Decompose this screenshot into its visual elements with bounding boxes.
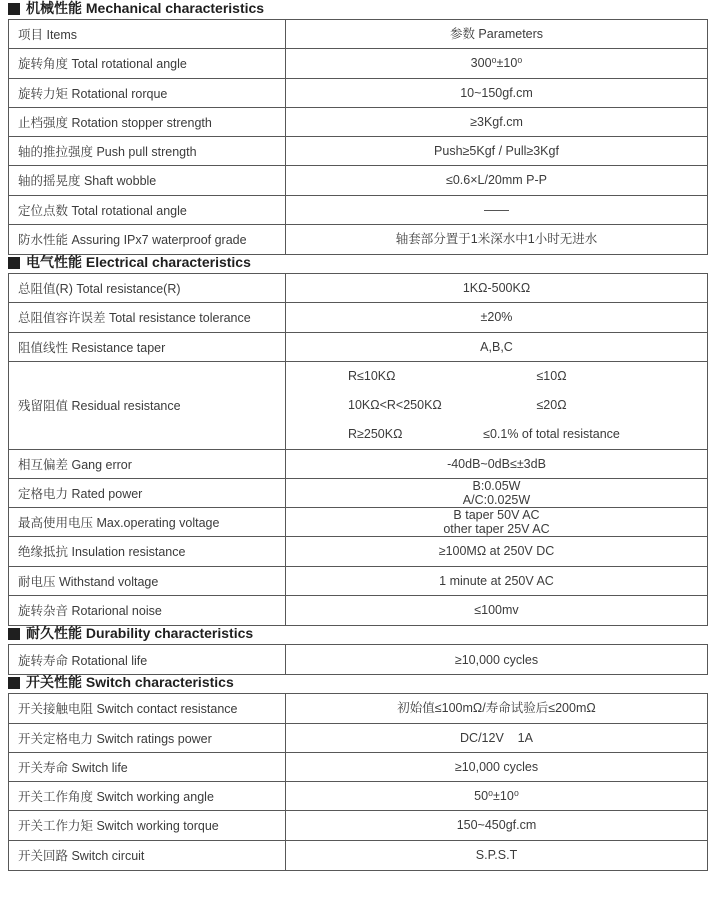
table-row	[9, 508, 707, 537]
param-value-cell	[286, 567, 707, 595]
section-title: 开关性能 Switch characteristics	[26, 674, 234, 691]
table-row	[9, 450, 707, 479]
param-value-cell	[286, 49, 707, 77]
section-bullet-icon	[8, 3, 20, 15]
item-label-cell: 最高使用电压 Max.operating voltage	[9, 508, 286, 536]
section-durability	[8, 626, 708, 675]
section-title: 机械性能 Mechanical characteristics	[26, 0, 265, 16]
item-label-cell: 开关工作角度 Switch working angle	[9, 782, 286, 810]
param-value-cell	[286, 596, 707, 625]
param-value-cell	[286, 753, 707, 781]
item-label-cell: 止档强度 Rotation stopper strength	[9, 108, 286, 136]
param-value-text: 1KΩ-500KΩ	[462, 281, 531, 296]
item-label-cell: 轴的摇晃度 Shaft wobble	[9, 166, 286, 194]
param-value-cell	[286, 724, 707, 752]
item-label-cell: 总阻值(R) Total resistance(R)	[9, 274, 286, 302]
section-mechanical	[8, 1, 708, 255]
table-row	[9, 166, 707, 195]
item-label-cell: 开关定格电力 Switch ratings power	[9, 724, 286, 752]
param-value-text: 参数 Parameters	[449, 27, 544, 42]
param-value-cell	[286, 450, 707, 478]
param-value-cell	[286, 362, 707, 449]
spec-table-electrical	[8, 273, 708, 626]
table-row	[9, 303, 707, 332]
item-label-cell: 定位点数 Total rotational angle	[9, 196, 286, 224]
item-label-cell: 旋转角度 Total rotational angle	[9, 49, 286, 77]
param-value-text: S.P.S.T	[475, 848, 518, 863]
param-value-line: B taper 50V AC	[453, 508, 540, 523]
table-row	[9, 841, 707, 870]
param-value-cell	[286, 108, 707, 136]
param-value-cell	[286, 508, 707, 536]
item-label-cell: 定格电力 Rated power	[9, 479, 286, 507]
param-value-text: ≥3Kgf.cm	[470, 114, 523, 129]
item-label-cell: 旋转寿命 Rotational life	[9, 645, 286, 674]
section-bullet-icon	[8, 628, 20, 640]
item-label-cell: 开关工作力矩 Switch working torque	[9, 811, 286, 839]
table-row	[9, 20, 707, 49]
table-row	[9, 49, 707, 78]
resistance-range-condition: R≥250KΩ	[348, 427, 403, 442]
param-value-line: B:0.05W	[472, 478, 521, 493]
section-bullet-icon	[8, 257, 20, 269]
table-row	[9, 596, 707, 625]
param-value-text: DC/12V 1A	[460, 730, 533, 745]
table-row	[9, 362, 707, 450]
param-value-cell	[286, 333, 707, 361]
table-row	[9, 811, 707, 840]
item-label-cell: 防水性能 Assuring IPx7 waterproof grade	[9, 225, 286, 254]
resistance-limit-value: ≤20Ω	[536, 398, 567, 413]
param-value-cell	[286, 811, 707, 839]
param-value-cell	[286, 645, 707, 674]
param-value-text: 150~450gf.cm	[456, 818, 537, 833]
param-value-text: ≥100MΩ at 250V DC	[438, 544, 555, 559]
param-value-cell	[286, 782, 707, 810]
residual-resistance-subrows	[286, 362, 707, 449]
table-row	[9, 537, 707, 566]
item-label-cell: 旋转力矩 Rotational rorque	[9, 79, 286, 107]
table-row	[9, 196, 707, 225]
param-value-line: other taper 25V AC	[443, 522, 550, 537]
param-value-text: Push≥5Kgf / Pull≥3Kgf	[434, 144, 559, 159]
residual-subrow	[286, 391, 707, 420]
resistance-limit-value: ≤10Ω	[536, 369, 567, 384]
param-value-cell	[286, 137, 707, 165]
section-title: 耐久性能 Durability characteristics	[26, 625, 254, 641]
param-value-cell	[286, 225, 707, 254]
spec-table-mechanical	[8, 19, 708, 255]
table-row	[9, 479, 707, 508]
param-value-cell	[286, 196, 707, 224]
spec-table-durability	[8, 644, 708, 675]
item-label-cell: 开关寿命 Switch life	[9, 753, 286, 781]
param-value-cell	[286, 274, 707, 302]
resistance-range-condition: R≤10KΩ	[348, 369, 396, 384]
param-value-text: ±20%	[480, 310, 513, 325]
param-value-text: ——	[484, 202, 509, 217]
residual-subrow	[286, 420, 707, 449]
resistance-range-condition: 10KΩ<R<250KΩ	[348, 398, 442, 413]
param-value-cell	[286, 303, 707, 331]
table-row	[9, 137, 707, 166]
table-row	[9, 274, 707, 303]
param-value-text: -40dB~0dB≤±3dB	[447, 456, 546, 471]
item-label-cell: 残留阻值 Residual resistance	[9, 362, 286, 449]
param-value-text: ≤100mv	[474, 603, 519, 618]
param-value-text: 10~150gf.cm	[460, 85, 533, 100]
section-header	[8, 626, 708, 641]
table-row	[9, 724, 707, 753]
param-value-cell	[286, 166, 707, 194]
table-row	[9, 79, 707, 108]
param-value-text: 50⁰±10⁰	[474, 789, 519, 804]
param-value-text: ≤0.6×L/20mm P-P	[445, 173, 547, 188]
param-value-text: 初始值≤100mΩ/寿命试验后≤200mΩ	[397, 701, 596, 716]
item-label-cell: 轴的推拉强度 Push pull strength	[9, 137, 286, 165]
table-row	[9, 225, 707, 254]
item-label-cell: 耐电压 Withstand voltage	[9, 567, 286, 595]
item-label-cell: 绝缘抵抗 Insulation resistance	[9, 537, 286, 565]
table-row	[9, 333, 707, 362]
section-header	[8, 1, 708, 16]
resistance-limit-value: ≤0.1% of total resistance	[483, 427, 620, 442]
param-value-cell	[286, 537, 707, 565]
item-label-cell: 开关回路 Switch circuit	[9, 841, 286, 870]
param-value-cell	[286, 841, 707, 870]
param-value-line: A/C:0.025W	[462, 492, 531, 507]
section-header	[8, 255, 708, 270]
item-label-cell: 阻值线性 Resistance taper	[9, 333, 286, 361]
param-value-cell	[286, 479, 707, 507]
param-value-text: 300⁰±10⁰	[470, 56, 523, 71]
table-row	[9, 567, 707, 596]
section-title: 电气性能 Electrical characteristics	[26, 254, 251, 270]
item-label-cell: 旋转杂音 Rotarional noise	[9, 596, 286, 625]
table-row	[9, 694, 707, 723]
item-label-cell: 开关接触电阻 Switch contact resistance	[9, 694, 286, 722]
section-bullet-icon	[8, 677, 20, 689]
param-value-text: ≥10,000 cycles	[454, 759, 539, 774]
table-row	[9, 753, 707, 782]
table-row	[9, 108, 707, 137]
param-value-text: A,B,C	[480, 339, 513, 354]
item-label-cell: 相互偏差 Gang error	[9, 450, 286, 478]
param-value-text: 轴套部分置于1米深水中1小时无进水	[395, 232, 598, 247]
item-label-cell: 总阻值容许误差 Total resistance tolerance	[9, 303, 286, 331]
residual-subrow	[286, 362, 707, 391]
section-switch	[8, 675, 708, 871]
param-value-cell	[286, 694, 707, 722]
param-value-cell	[286, 79, 707, 107]
table-row	[9, 645, 707, 674]
section-header	[8, 675, 708, 690]
param-value-text: ≥10,000 cycles	[454, 652, 539, 667]
item-label-cell: 项目 Items	[9, 20, 286, 48]
section-electrical	[8, 255, 708, 626]
table-row	[9, 782, 707, 811]
param-value-text: 1 minute at 250V AC	[439, 573, 554, 588]
param-value-cell	[286, 20, 707, 48]
spec-table-switch	[8, 693, 708, 871]
